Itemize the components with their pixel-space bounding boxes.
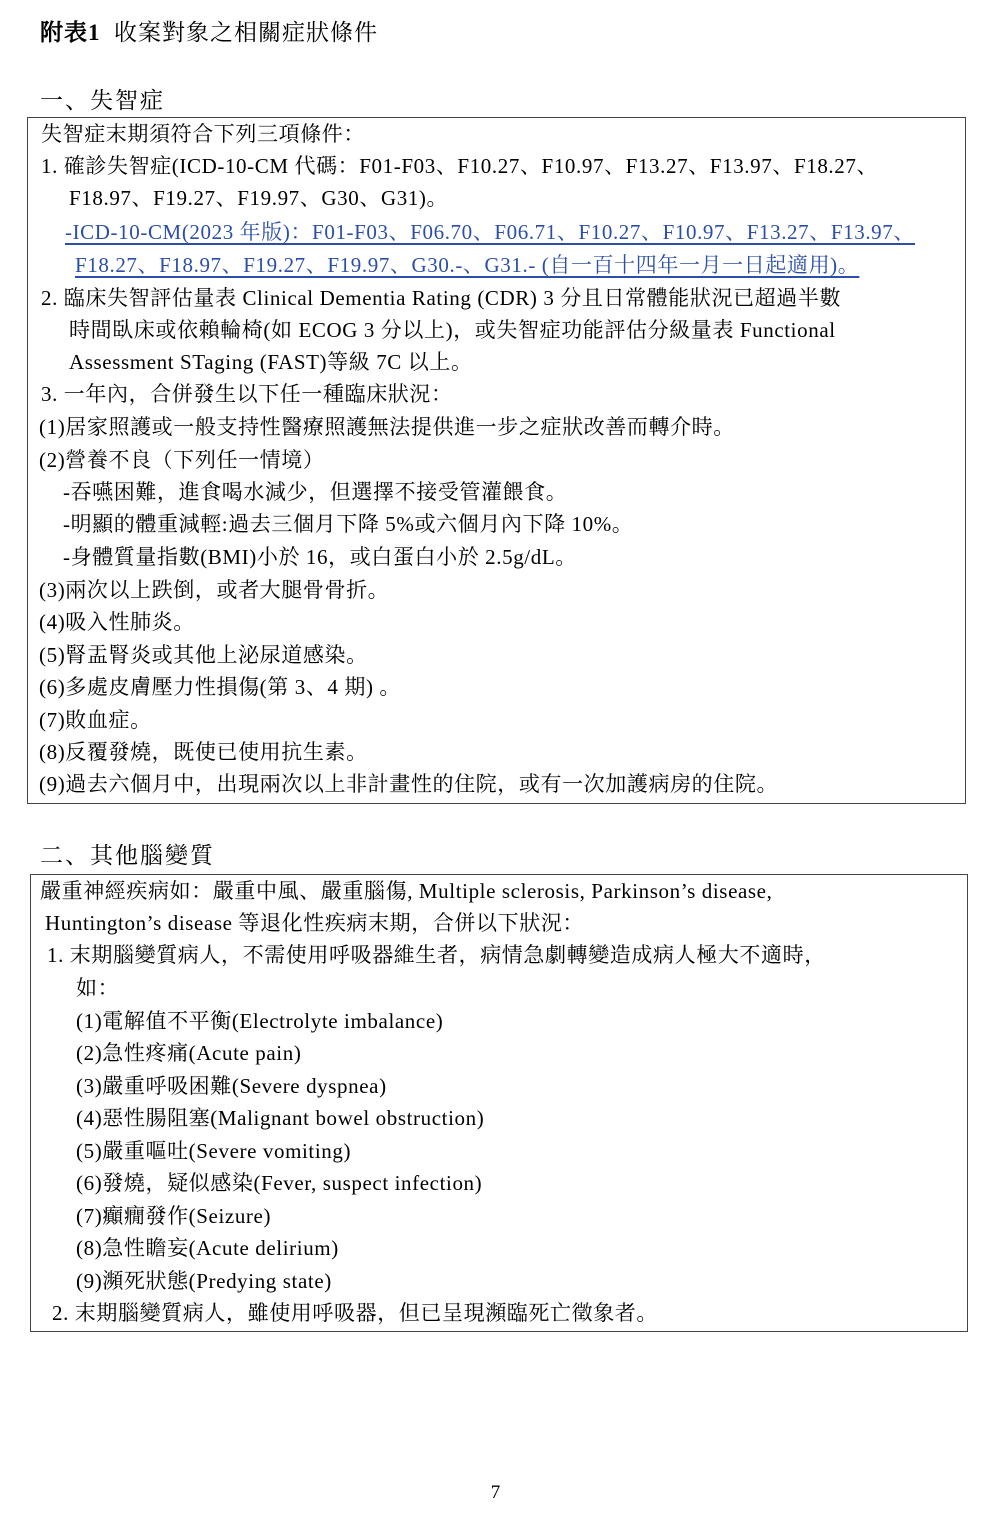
s1-line: -吞嚥困難，進食喝水減少，但選擇不接受管灌餵食。 (63, 480, 568, 504)
s2-line: 嚴重神經疾病如：嚴重中風、嚴重腦傷, Multiple sclerosis, Parkinson’s disease, (40, 879, 773, 903)
appendix-label: 附表1 (40, 20, 101, 45)
s1-line: 2. 臨床失智評估量表 Clinical Dementia Rating (CDR) 3 分且日常體能狀況已超過半數 (41, 286, 842, 310)
s2-line: 2. 末期腦變質病人，雖使用呼吸器，但已呈現瀕臨死亡徵象者。 (52, 1301, 658, 1325)
s1-line: (6)多處皮膚壓力性損傷(第 3、4 期) 。 (39, 675, 402, 699)
s2-line: (2)急性疼痛(Acute pain) (76, 1041, 302, 1065)
s2-line: (1)電解值不平衡(Electrolyte imbalance) (76, 1009, 444, 1033)
s1-line: (1)居家照護或一般支持性醫療照護無法提供進一步之症狀改善而轉介時。 (39, 415, 735, 439)
section2-box (30, 874, 968, 1332)
s2-line: (8)急性瞻妄(Acute delirium) (76, 1236, 339, 1260)
s1-line: 失智症末期須符合下列三項條件： (41, 122, 365, 146)
s2-line: 1. 末期腦變質病人，不需使用呼吸器維生者，病情急劇轉變造成病人極大不適時， (47, 943, 826, 967)
s1-line: -明顯的體重減輕:過去三個月下降 5%或六個月內下降 10%。 (63, 512, 634, 536)
s2-line: (5)嚴重嘔吐(Severe vomiting) (76, 1139, 352, 1163)
s2-line: (4)惡性腸阻塞(Malignant bowel obstruction) (76, 1106, 485, 1130)
s1-line: (3)兩次以上跌倒，或者大腿骨骨折。 (39, 578, 390, 602)
s2-line: Huntington’s disease 等退化性疾病末期，合併以下狀況： (45, 911, 585, 935)
s1-line: 3. 一年內，合併發生以下任一種臨床狀況： (41, 382, 453, 406)
s2-line: (3)嚴重呼吸困難(Severe dyspnea) (76, 1074, 387, 1098)
s2-line: (6)發燒，疑似感染(Fever, suspect infection) (76, 1171, 483, 1195)
s1-line-2023-codes: -ICD-10-CM(2023 年版)：F01-F03、F06.70、F06.71、F10.27、F10.97、F13.27、F13.97、 (65, 220, 915, 244)
section2-heading: 二、其他腦變質 (40, 843, 215, 868)
s1-line: (8)反覆發燒，既使已使用抗生素。 (39, 740, 368, 764)
s1-line: 1. 確診失智症(ICD-10-CM 代碼：F01-F03、F10.27、F10.97、F13.27、F13.97、F18.27、 (41, 154, 879, 178)
page-number: 7 (490, 1482, 501, 1503)
s2-line: (7)癲癇發作(Seizure) (76, 1204, 272, 1228)
s1-line: 時間臥床或依賴輪椅(如 ECOG 3 分以上)，或失智症功能評估分級量表 Functional (69, 318, 836, 342)
s1-line-2023-codes: F18.27、F18.97、F19.27、F19.97、G30.-、G31.- (自一百十四年一月一日起適用)。 (75, 253, 860, 277)
page-title (40, 14, 378, 47)
s1-line: Assessment STaging (FAST)等級 7C 以上。 (69, 350, 473, 374)
s1-line: (4)吸入性肺炎。 (39, 610, 195, 634)
s1-line: F18.97、F19.27、F19.97、G30、G31)。 (69, 186, 449, 210)
s2-line: (9)瀕死狀態(Predying state) (76, 1269, 332, 1293)
s1-line: (2)營養不良（下列任一情境） (39, 448, 325, 472)
appendix-title: 收案對象之相關症狀條件 (114, 20, 378, 45)
s1-line: (9)過去六個月中，出現兩次以上非計畫性的住院，或有一次加護病房的住院。 (39, 772, 779, 796)
s1-line: (5)腎盂腎炎或其他上泌尿道感染。 (39, 643, 368, 667)
s1-line: (7)敗血症。 (39, 708, 152, 732)
section1-box (27, 117, 966, 804)
s2-line: 如： (76, 976, 120, 1000)
section1-heading: 一、失智症 (40, 88, 165, 113)
s1-line: -身體質量指數(BMI)小於 16，或白蛋白小於 2.5g/dL。 (63, 545, 577, 569)
